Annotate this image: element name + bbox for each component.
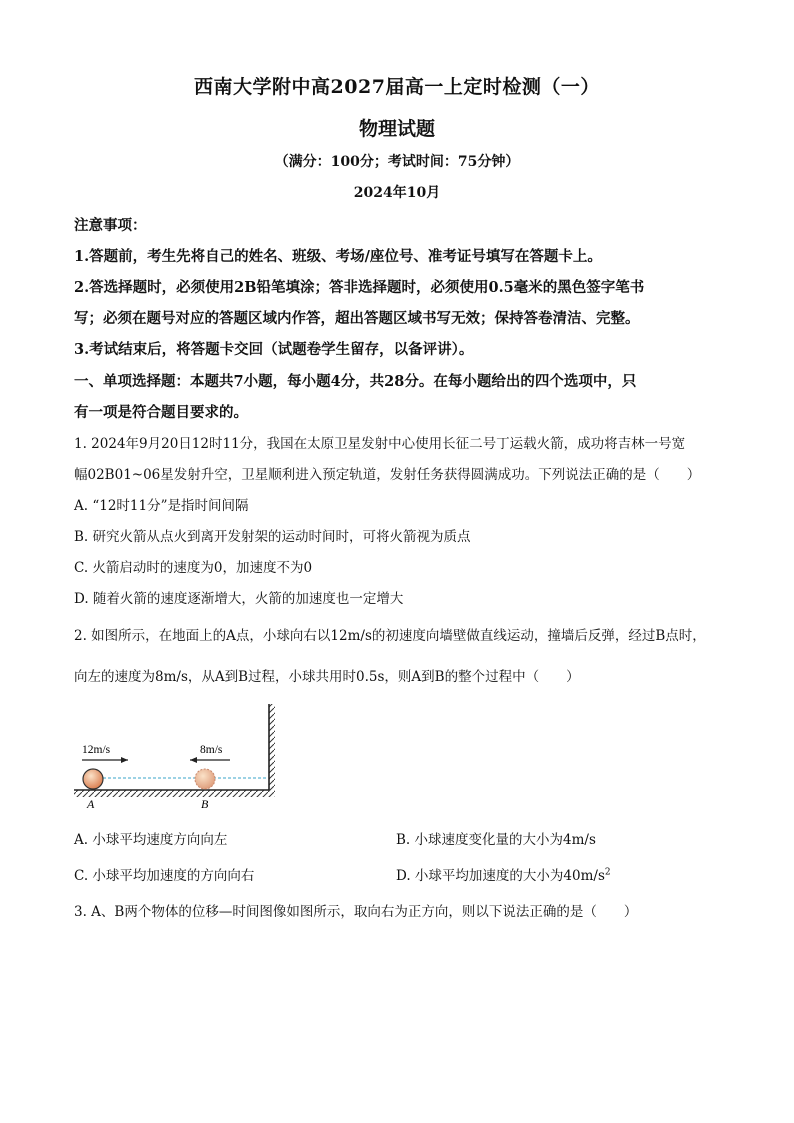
exam-title: 西南大学附中高2027届高一上定时检测（一）: [194, 76, 600, 98]
q1-option-c: C. 火箭启动时的速度为0，加速度不为0: [74, 560, 313, 576]
notice-item-3: 3.考试结束后，将答题卡交回（试题卷学生留存，以备评讲）。: [74, 341, 474, 358]
q1-stem-line-2: 幅02B01~06星发射升空，卫星顺利进入预定轨道，发射任务获得圆满成功。下列说法正确的是（ ）: [74, 467, 701, 483]
q3-stem: 3. A、B两个物体的位移—时间图像如图所示，取向右为正方向，则以下说法正确的是（ ）: [74, 904, 638, 920]
score-time-info: （满分：100分；考试时间：75分钟）: [274, 154, 520, 170]
q2-stem-line-1: 2. 如图所示，在地面上的A点，小球向右以12m/s的初速度向墙壁做直线运动，撞墙后反弹，经过B点时，: [74, 628, 706, 644]
q1-stem-line-1: 1. 2024年9月20日12时11分，我国在太原卫星发射中心使用长征二号丁运载火箭，成功将吉林一号宽: [74, 436, 686, 452]
notice-item-2-line-1: 2.答选择题时，必须使用2B铅笔填涂；答非选择题时，必须使用0.5毫米的黑色签字笔书: [74, 279, 645, 296]
q2-option-c: C. 小球平均加速度的方向向右: [74, 868, 255, 884]
wall-hatching: [269, 704, 275, 790]
ball-at-a: [83, 769, 103, 789]
q2-option-d-exponent: 2: [604, 867, 611, 878]
label-point-a: A: [87, 797, 95, 811]
label-v2: 8m/s: [200, 744, 223, 756]
subject-title: 物理试题: [358, 118, 435, 140]
q2-stem-line-2: 向左的速度为8m/s，从A到B过程，小球共用时0.5s，则A到B的整个过程中（ ）: [74, 669, 580, 685]
q1-option-a: A. “12时11分”是指时间间隔: [74, 498, 249, 514]
q1-option-d: D. 随着火箭的速度逐渐增大，火箭的加速度也一定增大: [74, 591, 404, 607]
ball-at-b: [195, 769, 215, 789]
notice-item-1: 1.答题前，考生先将自己的姓名、班级、考场/座位号、准考证号填写在答题卡上。: [74, 248, 602, 265]
q2-option-d-text: D. 小球平均加速度的大小为40m/s: [396, 868, 605, 884]
notice-item-2-line-2: 写；必须在题号对应的答题区域内作答，超出答题区域书写无效；保持答卷清洁、完整。: [74, 310, 640, 327]
q2-option-d: [396, 864, 611, 884]
ground-hatching: [74, 790, 275, 797]
q2-figure: [70, 702, 285, 812]
section-1-instructions-line-2: 有一项是符合题目要求的。: [74, 404, 248, 421]
arrow-right-head: [121, 757, 128, 763]
arrow-left-head: [190, 757, 197, 763]
section-1-instructions-line-1: 一、单项选择题：本题共7小题，每小题4分，共28分。在每小题给出的四个选项中，只: [74, 373, 637, 390]
q1-option-b: B. 研究火箭从点火到离开发射架的运动时间时，可将火箭视为质点: [74, 529, 471, 545]
label-v1: 12m/s: [82, 744, 111, 756]
q2-option-b: B. 小球速度变化量的大小为4m/s: [396, 832, 596, 848]
q2-option-a: A. 小球平均速度方向向左: [74, 832, 228, 848]
label-point-b: B: [201, 797, 209, 811]
notice-heading: 注意事项：: [74, 217, 147, 234]
exam-date: 2024年10月: [353, 185, 441, 201]
